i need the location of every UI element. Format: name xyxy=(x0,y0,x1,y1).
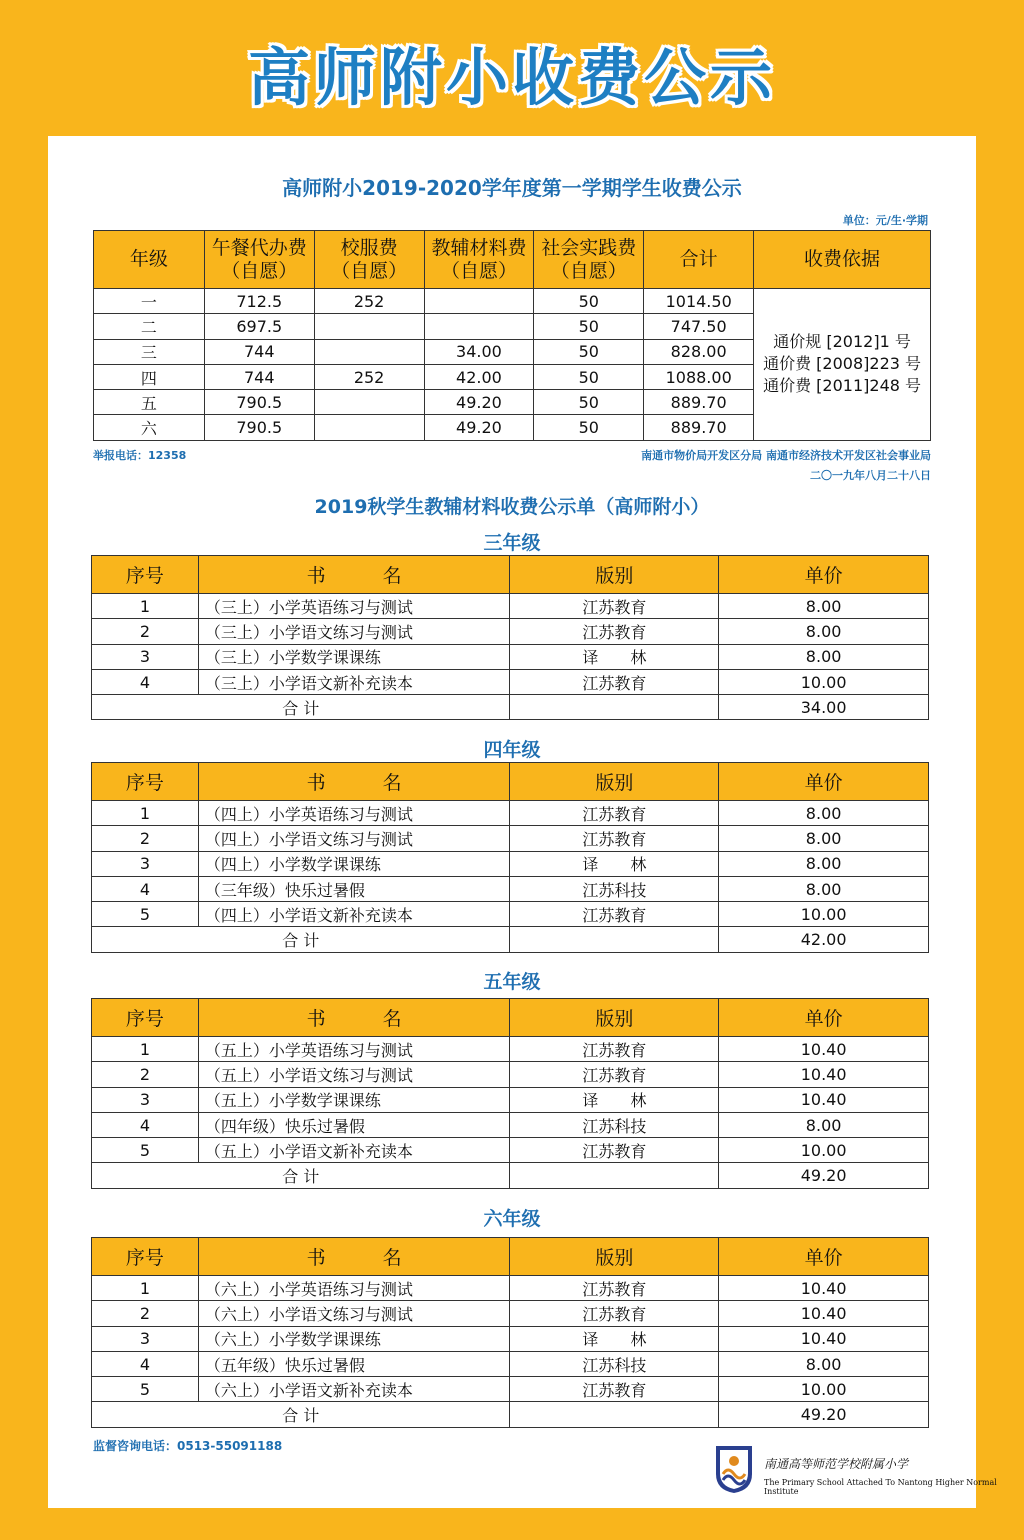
fee-cell-grade: 一 xyxy=(94,289,205,314)
book-total-row xyxy=(92,1402,929,1427)
book-cell-price: 10.00 xyxy=(719,1138,929,1163)
total-empty-cell xyxy=(510,927,719,952)
fee-cell-total: 747.50 xyxy=(644,314,754,339)
book-cell-price: 10.40 xyxy=(719,1037,929,1062)
book-header-publisher: 版别 xyxy=(510,999,719,1037)
report-phone: 举报电话：12358 xyxy=(93,449,187,462)
fee-cell-uniform xyxy=(314,339,424,364)
book-header-price: 单价 xyxy=(719,1238,929,1276)
header-basis: 收费依据 xyxy=(754,231,931,289)
header-total: 合计 xyxy=(644,231,754,289)
header-material: 教辅材料费 （自愿） xyxy=(424,231,534,289)
books-title: 2019秋学生教辅材料收费公示单（高师附小） xyxy=(314,496,710,518)
book-cell-price: 8.00 xyxy=(719,594,929,619)
book-cell-publisher: 江苏教育 xyxy=(510,902,719,927)
book-row xyxy=(92,1351,929,1376)
book-cell-publisher: 译 林 xyxy=(510,1087,719,1112)
book-cell-price: 8.00 xyxy=(719,801,929,826)
book-cell-no: 4 xyxy=(92,669,199,694)
book-cell-no: 1 xyxy=(92,1037,199,1062)
header-lunch: 午餐代办费 （自愿） xyxy=(204,231,314,289)
book-cell-price: 10.40 xyxy=(719,1087,929,1112)
fee-cell-grade: 五 xyxy=(94,390,205,415)
fee-basis-cell xyxy=(754,289,931,441)
fee-cell-material: 34.00 xyxy=(424,339,534,364)
book-cell-name: （四上）小学语文新补充读本 xyxy=(198,902,510,927)
fee-cell-grade: 三 xyxy=(94,339,205,364)
book-cell-publisher: 江苏教育 xyxy=(510,1037,719,1062)
book-cell-name: （五上）小学英语练习与测试 xyxy=(198,1037,510,1062)
book-cell-price: 8.00 xyxy=(719,1351,929,1376)
book-header-name: 书 名 xyxy=(198,1238,510,1276)
book-row xyxy=(92,826,929,851)
book-cell-publisher: 江苏教育 xyxy=(510,619,719,644)
fee-cell-grade: 六 xyxy=(94,415,205,440)
fee-cell-uniform xyxy=(314,415,424,440)
book-row xyxy=(92,1377,929,1402)
fee-cell-practice: 50 xyxy=(534,289,644,314)
fee-row xyxy=(94,289,931,314)
fee-cell-lunch: 744 xyxy=(204,364,314,389)
book-row xyxy=(92,1276,929,1301)
book-cell-name: （五上）小学数学课课练 xyxy=(198,1087,510,1112)
book-header-no: 序号 xyxy=(92,763,199,801)
book-header-row xyxy=(92,556,929,594)
book-table xyxy=(91,555,929,720)
fee-cell-practice: 50 xyxy=(534,314,644,339)
book-cell-name: （三上）小学英语练习与测试 xyxy=(198,594,510,619)
book-header-publisher: 版别 xyxy=(510,556,719,594)
book-header-row xyxy=(92,1238,929,1276)
book-cell-no: 3 xyxy=(92,1087,199,1112)
book-header-price: 单价 xyxy=(719,763,929,801)
fee-cell-material xyxy=(424,289,534,314)
fee-cell-material xyxy=(424,314,534,339)
issuers: 南通市物价局开发区分局 南通市经济技术开发区社会事业局 xyxy=(641,449,931,462)
book-cell-no: 3 xyxy=(92,1326,199,1351)
book-row xyxy=(92,644,929,669)
book-row xyxy=(92,594,929,619)
book-cell-no: 5 xyxy=(92,902,199,927)
fee-cell-practice: 50 xyxy=(534,390,644,415)
book-row xyxy=(92,1037,929,1062)
book-row xyxy=(92,1326,929,1351)
book-cell-publisher: 江苏教育 xyxy=(510,1138,719,1163)
fee-cell-total: 828.00 xyxy=(644,339,754,364)
book-cell-name: （五上）小学语文练习与测试 xyxy=(198,1062,510,1087)
book-row xyxy=(92,851,929,876)
fee-cell-practice: 50 xyxy=(534,415,644,440)
book-cell-price: 10.40 xyxy=(719,1062,929,1087)
book-row xyxy=(92,801,929,826)
consult-phone: 监督咨询电话：0513-55091188 xyxy=(93,1439,283,1453)
book-cell-name: （三上）小学语文新补充读本 xyxy=(198,669,510,694)
fee-basis-line: 通价规 [2012]1 号 xyxy=(773,332,911,352)
book-cell-no: 1 xyxy=(92,1276,199,1301)
fee-cell-material: 42.00 xyxy=(424,364,534,389)
book-header-name: 书 名 xyxy=(198,556,510,594)
book-cell-no: 1 xyxy=(92,801,199,826)
book-table xyxy=(91,762,929,953)
book-cell-price: 8.00 xyxy=(719,851,929,876)
book-header-no: 序号 xyxy=(92,556,199,594)
book-cell-publisher: 译 林 xyxy=(510,851,719,876)
book-cell-name: （四上）小学数学课课练 xyxy=(198,851,510,876)
total-label: 合 计 xyxy=(92,695,510,720)
book-cell-name: （六上）小学数学课课练 xyxy=(198,1326,510,1351)
issue-date: 二〇一九年八月二十八日 xyxy=(810,469,931,482)
book-table xyxy=(91,998,929,1189)
book-row xyxy=(92,1112,929,1137)
book-table xyxy=(91,1237,929,1428)
book-cell-publisher: 江苏教育 xyxy=(510,669,719,694)
grade-title: 五年级 xyxy=(483,971,541,993)
fee-table xyxy=(93,230,931,441)
book-cell-price: 8.00 xyxy=(719,619,929,644)
fee-cell-practice: 50 xyxy=(534,339,644,364)
book-cell-price: 8.00 xyxy=(719,1112,929,1137)
school-emblem-icon xyxy=(712,1444,756,1494)
school-name-en: The Primary School Attached To Nantong Higher Normal Institute xyxy=(764,1478,997,1496)
fee-cell-total: 889.70 xyxy=(644,390,754,415)
book-row xyxy=(92,619,929,644)
book-cell-price: 10.00 xyxy=(719,1377,929,1402)
book-cell-name: （五上）小学语文新补充读本 xyxy=(198,1138,510,1163)
book-cell-price: 8.00 xyxy=(719,876,929,901)
book-cell-name: （四年级）快乐过暑假 xyxy=(198,1112,510,1137)
fee-cell-lunch: 790.5 xyxy=(204,390,314,415)
header-grade: 年级 xyxy=(94,231,205,289)
book-cell-publisher: 江苏教育 xyxy=(510,594,719,619)
book-cell-publisher: 江苏科技 xyxy=(510,876,719,901)
fee-cell-total: 889.70 xyxy=(644,415,754,440)
total-value: 49.20 xyxy=(719,1402,929,1427)
book-cell-no: 3 xyxy=(92,644,199,669)
book-cell-no: 2 xyxy=(92,1301,199,1326)
fee-basis-line: 通价费 [2011]248 号 xyxy=(763,376,922,396)
book-cell-price: 10.40 xyxy=(719,1301,929,1326)
book-row xyxy=(92,902,929,927)
fee-cell-lunch: 697.5 xyxy=(204,314,314,339)
header-practice: 社会实践费 （自愿） xyxy=(534,231,644,289)
fee-cell-lunch: 744 xyxy=(204,339,314,364)
book-cell-price: 8.00 xyxy=(719,826,929,851)
total-label: 合 计 xyxy=(92,1402,510,1427)
fee-cell-material: 49.20 xyxy=(424,390,534,415)
book-total-row xyxy=(92,1163,929,1188)
unit-label: 单位：元/生·学期 xyxy=(842,214,928,227)
fee-cell-uniform xyxy=(314,314,424,339)
fee-header-row xyxy=(94,231,931,289)
book-row xyxy=(92,1301,929,1326)
book-row xyxy=(92,876,929,901)
total-empty-cell xyxy=(510,695,719,720)
book-header-publisher: 版别 xyxy=(510,1238,719,1276)
total-value: 49.20 xyxy=(719,1163,929,1188)
book-cell-name: （三年级）快乐过暑假 xyxy=(198,876,510,901)
book-header-no: 序号 xyxy=(92,1238,199,1276)
book-row xyxy=(92,669,929,694)
book-cell-publisher: 江苏科技 xyxy=(510,1112,719,1137)
total-empty-cell xyxy=(510,1163,719,1188)
book-cell-no: 2 xyxy=(92,826,199,851)
fee-cell-practice: 50 xyxy=(534,364,644,389)
total-label: 合 计 xyxy=(92,927,510,952)
fee-cell-lunch: 712.5 xyxy=(204,289,314,314)
book-cell-publisher: 江苏教育 xyxy=(510,1377,719,1402)
book-row xyxy=(92,1087,929,1112)
fee-cell-uniform: 252 xyxy=(314,289,424,314)
book-header-price: 单价 xyxy=(719,556,929,594)
book-cell-no: 2 xyxy=(92,619,199,644)
book-cell-name: （三上）小学数学课课练 xyxy=(198,644,510,669)
book-cell-name: （六上）小学英语练习与测试 xyxy=(198,1276,510,1301)
book-cell-name: （六上）小学语文新补充读本 xyxy=(198,1377,510,1402)
book-cell-no: 4 xyxy=(92,1112,199,1137)
book-cell-publisher: 江苏教育 xyxy=(510,1062,719,1087)
book-cell-no: 4 xyxy=(92,876,199,901)
book-header-name: 书 名 xyxy=(198,763,510,801)
book-cell-price: 10.40 xyxy=(719,1276,929,1301)
book-cell-no: 2 xyxy=(92,1062,199,1087)
book-header-price: 单价 xyxy=(719,999,929,1037)
book-cell-name: （五年级）快乐过暑假 xyxy=(198,1351,510,1376)
book-cell-publisher: 江苏教育 xyxy=(510,801,719,826)
fee-cell-uniform xyxy=(314,390,424,415)
book-row xyxy=(92,1062,929,1087)
book-row xyxy=(92,1138,929,1163)
book-cell-publisher: 江苏科技 xyxy=(510,1351,719,1376)
book-total-row xyxy=(92,695,929,720)
book-header-row xyxy=(92,999,929,1037)
book-cell-no: 3 xyxy=(92,851,199,876)
fee-basis-line: 通价费 [2008]223 号 xyxy=(763,354,922,374)
book-header-no: 序号 xyxy=(92,999,199,1037)
book-total-row xyxy=(92,927,929,952)
fee-cell-grade: 二 xyxy=(94,314,205,339)
book-header-row xyxy=(92,763,929,801)
book-cell-name: （三上）小学语文练习与测试 xyxy=(198,619,510,644)
total-label: 合 计 xyxy=(92,1163,510,1188)
fee-cell-lunch: 790.5 xyxy=(204,415,314,440)
book-cell-price: 8.00 xyxy=(719,644,929,669)
book-cell-no: 4 xyxy=(92,1351,199,1376)
book-cell-name: （四上）小学语文练习与测试 xyxy=(198,826,510,851)
book-cell-price: 10.00 xyxy=(719,902,929,927)
grade-title: 三年级 xyxy=(483,532,541,554)
book-header-name: 书 名 xyxy=(198,999,510,1037)
fee-table-title: 高师附小2019-2020学年度第一学期学生收费公示 xyxy=(282,176,742,200)
fee-cell-uniform: 252 xyxy=(314,364,424,389)
book-cell-price: 10.40 xyxy=(719,1326,929,1351)
book-cell-name: （四上）小学英语练习与测试 xyxy=(198,801,510,826)
fee-cell-grade: 四 xyxy=(94,364,205,389)
book-cell-no: 5 xyxy=(92,1138,199,1163)
fee-cell-total: 1014.50 xyxy=(644,289,754,314)
book-cell-price: 10.00 xyxy=(719,669,929,694)
book-cell-publisher: 译 林 xyxy=(510,644,719,669)
header-uniform: 校服费 （自愿） xyxy=(314,231,424,289)
book-header-publisher: 版别 xyxy=(510,763,719,801)
book-cell-publisher: 译 林 xyxy=(510,1326,719,1351)
book-cell-no: 1 xyxy=(92,594,199,619)
grade-title: 四年级 xyxy=(483,739,541,761)
fee-cell-material: 49.20 xyxy=(424,415,534,440)
total-empty-cell xyxy=(510,1402,719,1427)
book-cell-publisher: 江苏教育 xyxy=(510,1301,719,1326)
book-cell-publisher: 江苏教育 xyxy=(510,826,719,851)
fee-cell-total: 1088.00 xyxy=(644,364,754,389)
grade-title: 六年级 xyxy=(483,1208,541,1230)
book-cell-publisher: 江苏教育 xyxy=(510,1276,719,1301)
book-cell-no: 5 xyxy=(92,1377,199,1402)
page-title: 高师附小收费公示 xyxy=(247,41,776,114)
book-cell-name: （六上）小学语文练习与测试 xyxy=(198,1301,510,1326)
school-name-cn: 南通高等师范学校附属小学 xyxy=(764,1457,909,1471)
total-value: 34.00 xyxy=(719,695,929,720)
total-value: 42.00 xyxy=(719,927,929,952)
